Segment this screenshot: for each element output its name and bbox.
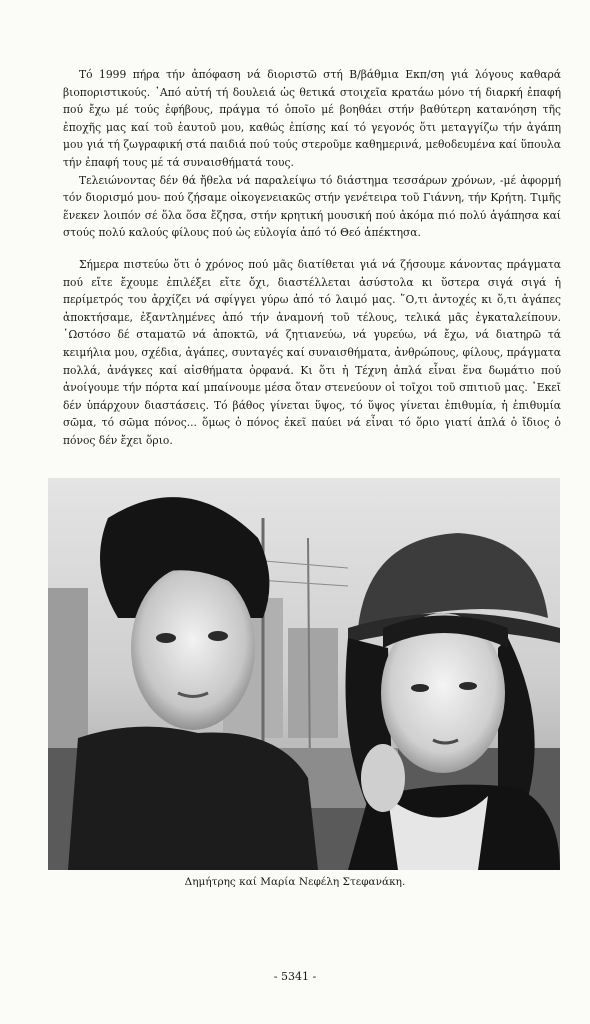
page-number: - 5341 -: [273, 970, 317, 983]
portrait-photo: [48, 478, 560, 870]
portrait-photo-icon: [48, 478, 560, 870]
paragraph-1: Τό 1999 πήρα τήν ἀπόφαση νά διοριστῶ στή Β/βάθμια Εκπ/ση γιά λόγους καθαρά βιοποριστικούς. ᾿Από αὐτή τή δουλειά ὡς θετικά στοιχεῖα κρατάω μόνο τή διαρκή ἐπαφή πού ἔχω μέ τούς ἐφήβους, πράγμα τό ὁποῖο μέ βοηθάει στήν βαθύτερη κατανόηση τῆς ἐποχῆς μας καί τοῦ ἑαυτοῦ μου, καθώς ἐπίσης καί τό γεγονός ὅτι μεταγγίζω τήν ἀγάπη μου γιά τή ζωγραφική στά παιδιά πού τούς στεροῦμε καθημερινά, μεθοδευμένα καί ὕπουλα τήν ἐπαφή τους μέ τά συναισθήματά τους.: [63, 68, 561, 169]
paragraph-2: Τελειώνοντας δέν θά ἤθελα νά παραλείψω τό διάστημα τεσσάρων χρόνων, -μέ ἀφορμή τόν διορισμό μου- πού ζήσαμε οἰκογενειακῶς στήν γενέτειρα τοῦ Γιάννη, τήν Κρήτη. Τιμῆς ἕνεκεν λοιπόν σέ ὅλα ὅσα ἔζησα, στήν κρητική μουσική πού ἀκόμα πιό πολύ ἀγάπησα καί στούς πολύ καλούς φίλους πού ὡς εὐλογία ἀπό τό Θεό ἀπέκτησα.: [63, 173, 561, 240]
body-text: [63, 66, 561, 449]
photo-caption: Δημήτρης καί Μαρία Νεφέλη Στεφανάκη.: [184, 876, 406, 888]
paragraph-3: Σήμερα πιστεύω ὅτι ὁ χρόνος πού μᾶς διατίθεται γιά νά ζήσουμε κάνοντας πράγματα πού εἴτε ἔχουμε ἐπιλέξει εἴτε ὄχι, διαστέλλεται ἀσύστολα κι ὕστερα σιγά σιγά ἡ περίμετρός του ἀρχίζει νά σφίγγει γύρω ἀπό τό λαιμό μας. ῞Ο,τι ἀντοχές κι ὅ,τι ἀγάπες ἀποκτήσαμε, ἐξαντλημένες ἀπό τήν ἀναμονή τοῦ τέλους, τελικά μᾶς ἐγκαταλείπουν. ῾Ωστόσο δέ σταματῶ νά ἀποκτῶ, νά ζητιανεύω, νά γυρεύω, νά ἔχω, νά διατηρῶ τά κειμήλια μου, σχέδια, ἀγάπες, συνταγές καί συναισθήματα, ἀνθρώπους, φίλους, πράγματα πολλά, ἀνάγκες καί αἰσθήματα ὀρφανά. Κι ὅτι ἡ Τέχνη ἁπλά εἶναι ἕνα δωμάτιο πού ἀνοίγουμε τήν πόρτα καί μπαίνουμε μέσα ὅταν στενεύουν οἱ τοῖχοι τοῦ σπιτιοῦ μας. ᾿Εκεῖ δέν ὑπάρχουν διαστάσεις. Τό βάθος γίνεται ὕψος, τό ὕψος γίνεται ἐπιθυμία, ἡ ἐπιθυμία σῶμα, τό σῶμα πόνος... ὅμως ὁ πόνος ἐκεῖ παύει νά εἶναι τό ὅριο γιατί ἁπλά ὁ ἴδιος ὁ πόνος δέν ἔχει ὅριο.: [63, 257, 561, 447]
